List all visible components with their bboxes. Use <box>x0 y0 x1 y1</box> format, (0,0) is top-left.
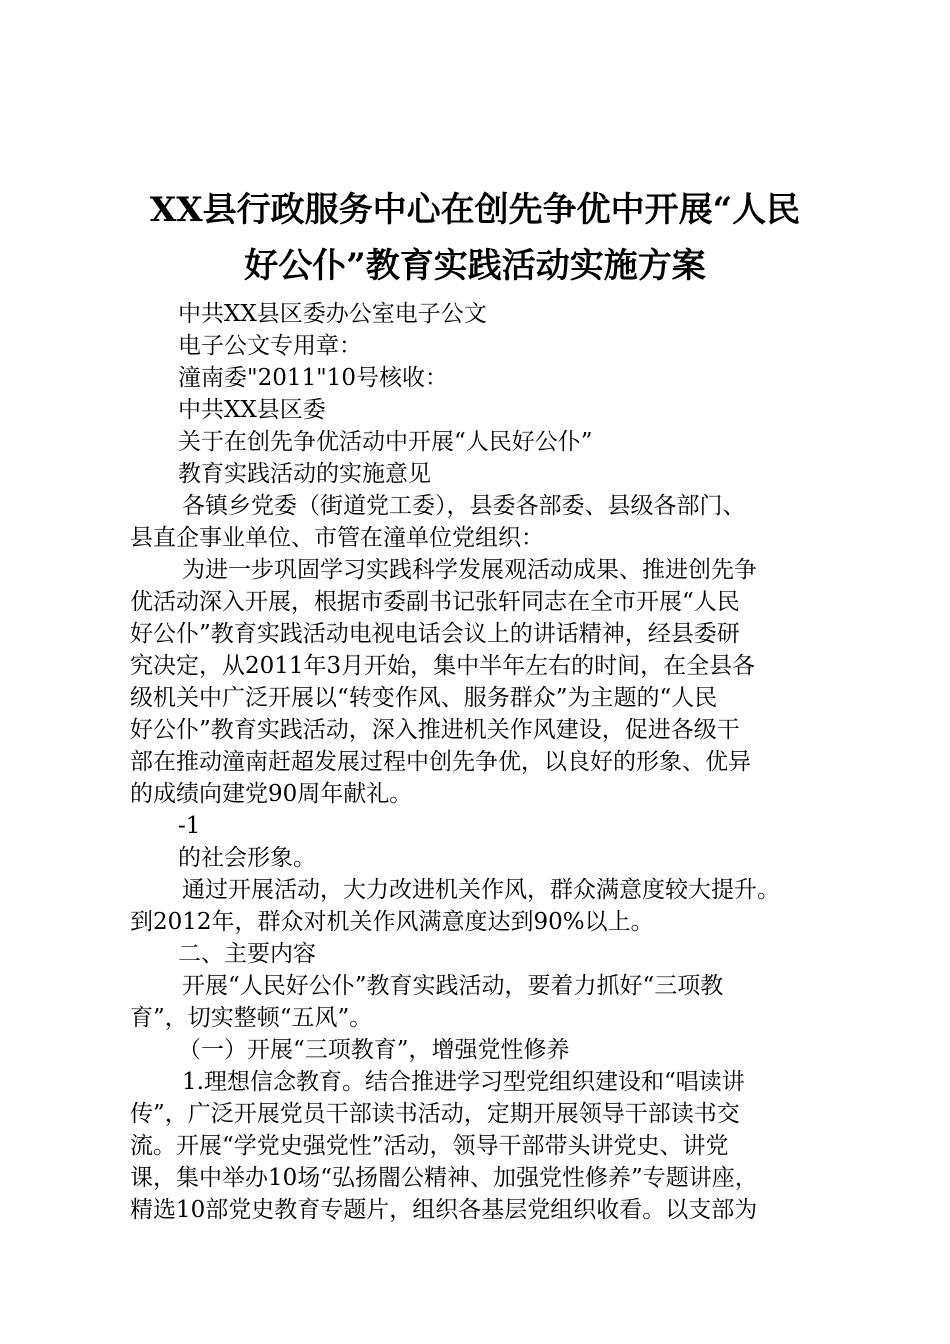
body-line: 关于在创先争优活动中开展“人民好公仆” <box>178 429 593 455</box>
document-title-line-2: 好公仆”教育实践活动实施方案 <box>244 246 706 286</box>
body-line: 开展“人民好公仆”教育实践活动，要着力抓好“三项教 <box>182 973 724 999</box>
section-heading: 二、主要内容 <box>178 941 316 967</box>
body-line: 级机关中广泛开展以“转变作风、服务群众”为主题的“人民 <box>130 685 718 711</box>
body-line: 电子公文专用章： <box>178 333 362 359</box>
body-line: 中共XX县区委 <box>178 397 326 423</box>
body-line: 课，集中举办10场“弘扬闇公精神、加强党性修养”专题讲座， <box>130 1165 758 1191</box>
body-line: 1.理想信念教育。结合推进学习型党组织建设和“唱读讲 <box>182 1069 745 1095</box>
body-line: 好公仆”教育实践活动电视电话会议上的讲话精神，经县委研 <box>130 621 740 647</box>
subsection-heading: （一）开展“三项教育”，增强党性修养 <box>178 1037 570 1063</box>
page-number: -1 <box>178 813 201 839</box>
body-line: 潼南委"2011"10号核收： <box>178 365 448 391</box>
body-line: 中共XX县区委办公室电子公文 <box>178 301 487 327</box>
body-line: 好公仆”教育实践活动，深入推进机关作风建设，促进各级干 <box>130 717 740 743</box>
body-line: 究决定，从2011年3月开始，集中半年左右的时间，在全县各 <box>130 653 756 679</box>
body-line: 精选10部党史教育专题片，组织各基层党组织收看。以支部为 <box>130 1197 758 1223</box>
document-title-line-1: XX县行政服务中心在创先争优中开展“人民 <box>149 190 801 230</box>
body-line: 部在推动潼南赶超发展过程中创先争优，以良好的形象、优异 <box>130 749 751 775</box>
document-body <box>130 298 830 1226</box>
body-line: 县直企事业单位、市管在潼单位党组织： <box>130 525 544 551</box>
body-line: 各镇乡党委（街道党工委），县委各部委、县级各部门、 <box>182 493 746 519</box>
body-line: 为进一步巩固学习实践科学发展观活动成果、推进创先争 <box>182 557 757 583</box>
body-line: 的社会形象。 <box>178 845 316 871</box>
body-line: 流。开展“学党史强党性”活动，领导干部带头讲党史、讲党 <box>130 1133 729 1159</box>
body-line: 传”，广泛开展党员干部读书活动，定期开展领导干部读书交 <box>130 1101 740 1127</box>
body-line: 优活动深入开展，根据市委副书记张轩同志在全市开展“人民 <box>130 589 740 615</box>
body-line: 的成绩向建党90周年献礼。 <box>130 781 413 807</box>
body-line: 育”，切实整顿“五风”。 <box>130 1005 373 1031</box>
body-line: 通过开展活动，大力改进机关作风，群众满意度较大提升。 <box>182 877 780 903</box>
body-line: 教育实践活动的实施意见 <box>178 461 431 487</box>
body-line: 到2012年，群众对机关作风满意度达到90%以上。 <box>130 909 654 935</box>
